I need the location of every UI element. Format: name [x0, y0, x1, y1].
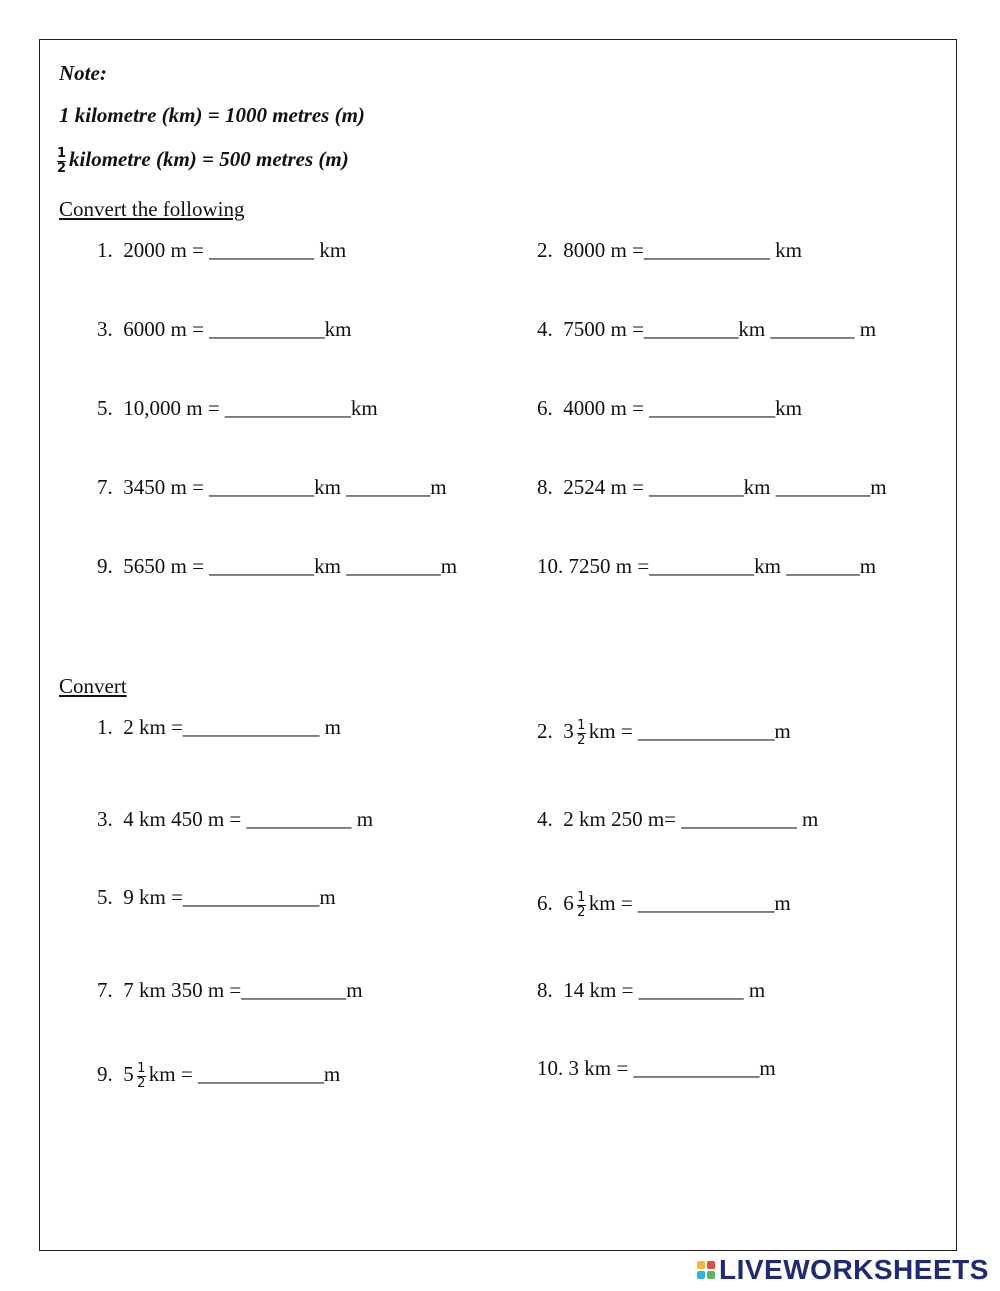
section-1-heading: Convert the following — [59, 197, 245, 221]
s2-question-5: 5. 9 km =_____________m — [97, 885, 336, 909]
logo-blocks-icon — [697, 1261, 715, 1279]
s1-question-10: 10. 7250 m =__________km _______m — [537, 554, 877, 578]
logo-block — [697, 1271, 705, 1279]
s1-question-4: 4. 7500 m =_________km ________ m — [537, 317, 877, 341]
note-line-2 — [57, 146, 349, 175]
s2-q6-text: km = _____________m — [588, 891, 791, 915]
logo-text: LIVEWORKSHEETS — [719, 1254, 989, 1285]
s2-question-4: 4. 2 km 250 m= ___________ m — [537, 807, 819, 831]
fraction-denominator: 2 — [577, 904, 586, 920]
half-fraction — [577, 717, 586, 748]
logo-block — [707, 1261, 715, 1269]
s1-question-3: 3. 6000 m = ___________km — [97, 317, 352, 341]
fraction-numerator: 1 — [57, 145, 67, 161]
s2-question-3: 3. 4 km 450 m = __________ m — [97, 807, 374, 831]
note-title: Note: — [59, 61, 107, 85]
s2-q9-number: 9. 5 — [97, 1062, 134, 1086]
liveworksheets-logo — [697, 1256, 989, 1284]
half-fraction — [577, 889, 586, 920]
s2-question-7: 7. 7 km 350 m =__________m — [97, 978, 363, 1002]
logo-block — [707, 1271, 715, 1279]
s1-question-2: 2. 8000 m =____________ km — [537, 238, 803, 262]
s2-q2-number: 2. 3 — [537, 719, 574, 743]
s2-question-1: 1. 2 km =_____________ m — [97, 715, 342, 739]
fraction-denominator: 2 — [137, 1075, 146, 1091]
section-2-heading: Convert — [59, 674, 127, 698]
fraction-numerator: 1 — [577, 717, 586, 733]
s2-question-2 — [537, 718, 791, 747]
note-line-2-text: kilometre (km) = 500 metres (m) — [69, 147, 349, 171]
s1-question-9: 9. 5650 m = __________km _________m — [97, 554, 458, 578]
s2-question-8: 8. 14 km = __________ m — [537, 978, 766, 1002]
half-fraction — [57, 145, 67, 176]
s2-question-6 — [537, 890, 791, 919]
note-line-1: 1 kilometre (km) = 1000 metres (m) — [59, 103, 365, 127]
s2-question-10: 10. 3 km = ____________m — [537, 1056, 776, 1080]
logo-block — [697, 1261, 705, 1269]
s2-question-9 — [97, 1061, 340, 1090]
fraction-denominator: 2 — [577, 732, 586, 748]
s1-question-1: 1. 2000 m = __________ km — [97, 238, 347, 262]
fraction-numerator: 1 — [137, 1060, 146, 1076]
s1-question-6: 6. 4000 m = ____________km — [537, 396, 803, 420]
fraction-denominator: 2 — [57, 160, 67, 176]
s2-q9-text: km = ____________m — [148, 1062, 341, 1086]
s1-question-5: 5. 10,000 m = ____________km — [97, 396, 378, 420]
half-fraction — [137, 1060, 146, 1091]
s1-question-7: 7. 3450 m = __________km ________m — [97, 475, 447, 499]
s2-q6-number: 6. 6 — [537, 891, 574, 915]
s2-q2-text: km = _____________m — [588, 719, 791, 743]
s1-question-8: 8. 2524 m = _________km _________m — [537, 475, 887, 499]
fraction-numerator: 1 — [577, 889, 586, 905]
